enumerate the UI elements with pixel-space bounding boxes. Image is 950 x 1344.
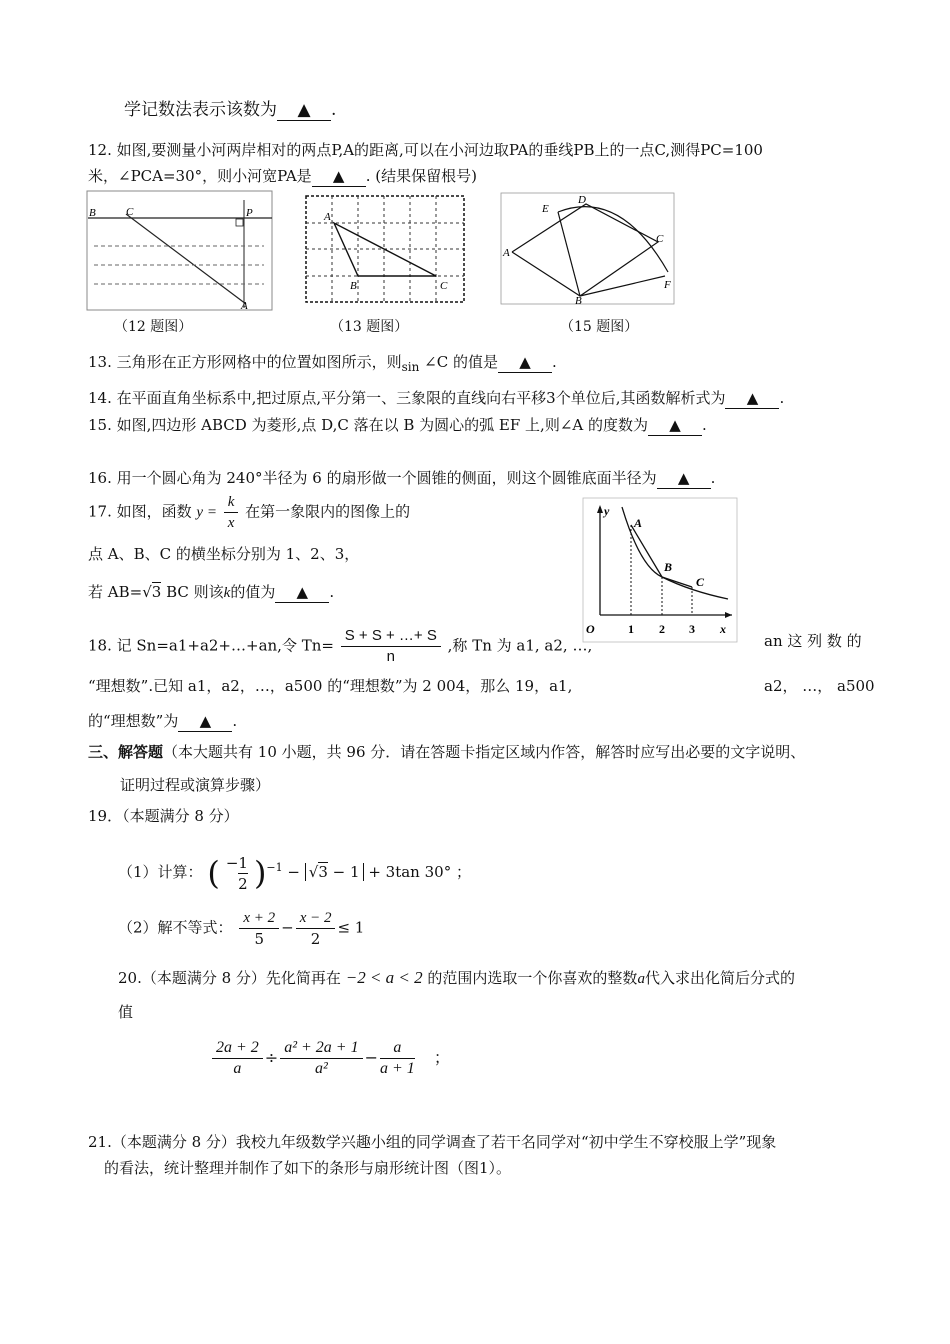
q20-text: 20.（本题满分 8 分）先化简再在 bbox=[118, 969, 341, 987]
q17-text-e: 的值为 bbox=[230, 583, 276, 601]
q18-line2: “理想数”.已知 a1，a2，…，a500 的“理想数”为 2 004，那么 19，a1, bbox=[88, 677, 573, 695]
q19-tan-term: + 3tan 30° bbox=[368, 863, 452, 881]
q14 bbox=[88, 388, 784, 409]
q21-line2: 的看法，统计整理并制作了如下的条形与扇形统计图（图1）。 bbox=[104, 1159, 512, 1177]
fig12-label-c: C bbox=[126, 206, 134, 218]
q20-frac2 bbox=[280, 1038, 362, 1079]
q13-answer-blank: ▲ bbox=[498, 352, 552, 373]
q17-sqrt-value: 3 bbox=[151, 583, 162, 601]
q20-end: ； bbox=[433, 1048, 450, 1067]
q14-end: . bbox=[779, 389, 785, 407]
q20-frac2-num: a² + 2a + 1 bbox=[280, 1038, 362, 1059]
q19-head: 19．（本题满分 8 分） bbox=[88, 807, 239, 825]
fig17-label-b: B bbox=[664, 560, 673, 574]
q20-frac1-num: 2a + 2 bbox=[212, 1038, 263, 1059]
q17-line1 bbox=[88, 492, 410, 533]
fig17-label-y: y bbox=[604, 504, 610, 518]
q13-end: . bbox=[551, 353, 557, 371]
q16 bbox=[88, 468, 715, 489]
fig15-label-a: A bbox=[503, 247, 510, 259]
q16-text: 16. 用一个圆心角为 240°半径为 6 的扇形做一个圆锥的侧面，则这个圆锥底面半径为 bbox=[88, 469, 657, 487]
fig17-label-c: C bbox=[696, 575, 705, 589]
q20-frac1-den: a bbox=[233, 1060, 242, 1077]
q17-end: . bbox=[329, 583, 335, 601]
q18-line3 bbox=[88, 711, 237, 732]
q17-line3 bbox=[88, 582, 334, 603]
q19-p1-end: ； bbox=[455, 863, 471, 881]
fig17-label-o: O bbox=[586, 622, 595, 636]
q20-div: ÷ bbox=[264, 1048, 279, 1067]
q20-range: −2 < a < 2 bbox=[345, 968, 423, 987]
q19-p1-label: （1）计算： bbox=[118, 863, 203, 881]
paren-left-icon: ( bbox=[207, 854, 220, 892]
q15 bbox=[88, 415, 707, 436]
q20-frac3-num: a bbox=[380, 1038, 415, 1059]
q19-frac1 bbox=[239, 908, 279, 949]
q12-line1: 12. 如图,要测量小河两岸相对的两点P,A的距离,可以在小河边取PA的垂线PB上的一点C,测得PC=100 bbox=[88, 141, 763, 159]
q18-answer-blank: ▲ bbox=[178, 711, 232, 732]
q12-answer-blank: ▲ bbox=[312, 166, 366, 187]
q19-frac2-num: x − 2 bbox=[296, 908, 336, 929]
fig13-label-b: B bbox=[350, 280, 357, 292]
q18-fraction bbox=[341, 626, 441, 667]
q18-text: 18. 记 Sn=a1+a2+…+an,令 Tn= bbox=[88, 636, 334, 655]
q15-text: 15. 如图,四边形 ABCD 为菱形,点 D,C 落在以 B 为圆心的弧 EF 上,则∠A 的度数为 bbox=[88, 416, 648, 434]
q18-frac-num: S + S + …+ S bbox=[341, 626, 441, 647]
q20-a-var: a bbox=[637, 971, 645, 987]
q17-fraction bbox=[224, 492, 239, 533]
q19-abs: √3 − 1 bbox=[305, 863, 364, 881]
q18-end: . bbox=[232, 712, 238, 730]
q11-end: . bbox=[331, 100, 337, 120]
fig17-tick-1: 1 bbox=[628, 622, 634, 636]
q19-neg-half: −1 2 bbox=[225, 853, 248, 893]
q17-text-d: BC 则该 bbox=[161, 583, 224, 601]
q17-text: 17. 如图，函数 bbox=[88, 502, 192, 521]
fig15-label-d: D bbox=[578, 194, 586, 206]
q17-answer-blank: ▲ bbox=[275, 582, 329, 603]
fig17-tick-2: 2 bbox=[659, 622, 665, 636]
q17-frac-den: x bbox=[227, 515, 235, 531]
caption-fig12: （12 题图） bbox=[114, 319, 193, 335]
fig15-label-b: B bbox=[575, 295, 582, 306]
q16-answer-blank: ▲ bbox=[657, 468, 711, 489]
section3-line1 bbox=[88, 742, 805, 762]
q13-sin: sin bbox=[401, 360, 420, 374]
paren-right-icon: ) bbox=[253, 854, 267, 892]
q19-part1 bbox=[118, 846, 471, 895]
q20-frac1 bbox=[212, 1038, 263, 1079]
q19-p2-minus: − bbox=[281, 918, 294, 937]
caption-fig15: （15 题图） bbox=[560, 319, 639, 335]
fig15-label-c: C bbox=[656, 233, 664, 245]
fig17-tick-3: 3 bbox=[689, 622, 695, 636]
q13-text: 13. 三角形在正方形网格中的位置如图所示，则 bbox=[88, 353, 402, 371]
q15-answer-blank: ▲ bbox=[648, 415, 702, 436]
q14-text: 14. 在平面直角坐标系中,把过原点,平分第一、三象限的直线向右平移3个单位后,其函数解析式为 bbox=[88, 389, 726, 407]
section3-instructions: （本大题共有 10 小题，共 96 分．请在答题卡指定区域内作答，解答时应写出必要的文字说明、 bbox=[163, 743, 806, 761]
q13 bbox=[88, 352, 557, 377]
q19-frac1-num: x + 2 bbox=[239, 908, 279, 929]
q17-y-eq: y = bbox=[196, 504, 217, 521]
q18-line1 bbox=[88, 626, 592, 667]
figure-17 bbox=[582, 497, 738, 643]
fig15-label-e: E bbox=[542, 203, 549, 215]
section3-line2: 证明过程或演算步骤） bbox=[120, 776, 271, 794]
q19-p2-le: ≤ 1 bbox=[337, 918, 365, 937]
q17-text-b: 在第一象限内的图像上的 bbox=[245, 502, 411, 521]
q19-exponent: −1 bbox=[266, 861, 283, 874]
q11-tail bbox=[124, 100, 336, 121]
q14-answer-blank: ▲ bbox=[725, 388, 779, 409]
q20-frac3-den: a + 1 bbox=[380, 1060, 415, 1077]
q19-frac2-den: 2 bbox=[310, 930, 321, 948]
q20-text-b: 的范围内选取一个你喜欢的整数 bbox=[427, 969, 638, 987]
q12-text: 米，∠PCA=30°，则小河宽PA是 bbox=[88, 167, 312, 185]
q17-text-c: 若 AB= bbox=[88, 583, 143, 601]
q21-line1: 21.（本题满分 8 分）我校九年级数学兴趣小组的同学调查了若干名同学对“初中学生不穿校服上学”现象 bbox=[88, 1133, 777, 1151]
q17-k-var: k bbox=[223, 585, 231, 601]
q18-line1-end: an 这 列 数 的 bbox=[764, 632, 862, 650]
q11-text: 学记数法表示该数为 bbox=[124, 100, 277, 120]
q18-frac-den: n bbox=[386, 648, 395, 665]
fig13-label-c: C bbox=[440, 280, 448, 292]
q17-line2: 点 A、B、C 的横坐标分别为 1、2、3， bbox=[88, 545, 360, 563]
q12-line2 bbox=[88, 166, 477, 187]
figure-12 bbox=[86, 190, 274, 312]
q19-minus: − bbox=[287, 863, 300, 881]
q16-end: . bbox=[710, 469, 716, 487]
q20-minus: − bbox=[364, 1048, 378, 1067]
q17-frac-num: k bbox=[224, 492, 239, 513]
sqrt-symbol: √ bbox=[142, 583, 152, 601]
fig12-label-b: B bbox=[89, 207, 96, 219]
q20-expression bbox=[210, 1038, 450, 1079]
section3-title: 三、解答题 bbox=[88, 743, 164, 761]
q12-note: . (结果保留根号) bbox=[365, 167, 477, 185]
q19-frac2 bbox=[296, 908, 336, 949]
caption-fig13: （13 题图） bbox=[330, 319, 409, 335]
fig17-label-x: x bbox=[720, 622, 726, 636]
q19-p2-label: （2）解不等式： bbox=[118, 918, 233, 937]
q20-line2: 值 bbox=[118, 1003, 134, 1021]
q11-answer-blank: ▲ bbox=[277, 100, 331, 121]
q19-part2 bbox=[118, 908, 364, 949]
q20-frac2-den: a² bbox=[315, 1060, 328, 1077]
fig12-label-p: P bbox=[246, 207, 253, 219]
fig12-label-a: A bbox=[241, 300, 248, 312]
q18-line2-end: a2， …， a500 bbox=[764, 677, 875, 695]
q15-end: . bbox=[702, 416, 707, 434]
q20-text-c: 代入求出化简后分式的 bbox=[644, 969, 795, 987]
fig13-label-a: A bbox=[324, 211, 331, 223]
q18-text-b: ,称 Tn 为 a1, a2, …, bbox=[447, 636, 593, 655]
figure-15 bbox=[500, 192, 676, 306]
q20-line1 bbox=[118, 968, 795, 989]
q20-frac3 bbox=[380, 1038, 415, 1079]
fig17-label-a: A bbox=[634, 516, 643, 530]
fig15-label-f: F bbox=[664, 279, 671, 291]
q13-text-b: ∠C 的值是 bbox=[419, 353, 498, 371]
q18-text-c: 的“理想数”为 bbox=[88, 712, 179, 730]
q19-frac1-den: 5 bbox=[254, 930, 264, 948]
figure-13 bbox=[304, 194, 468, 306]
